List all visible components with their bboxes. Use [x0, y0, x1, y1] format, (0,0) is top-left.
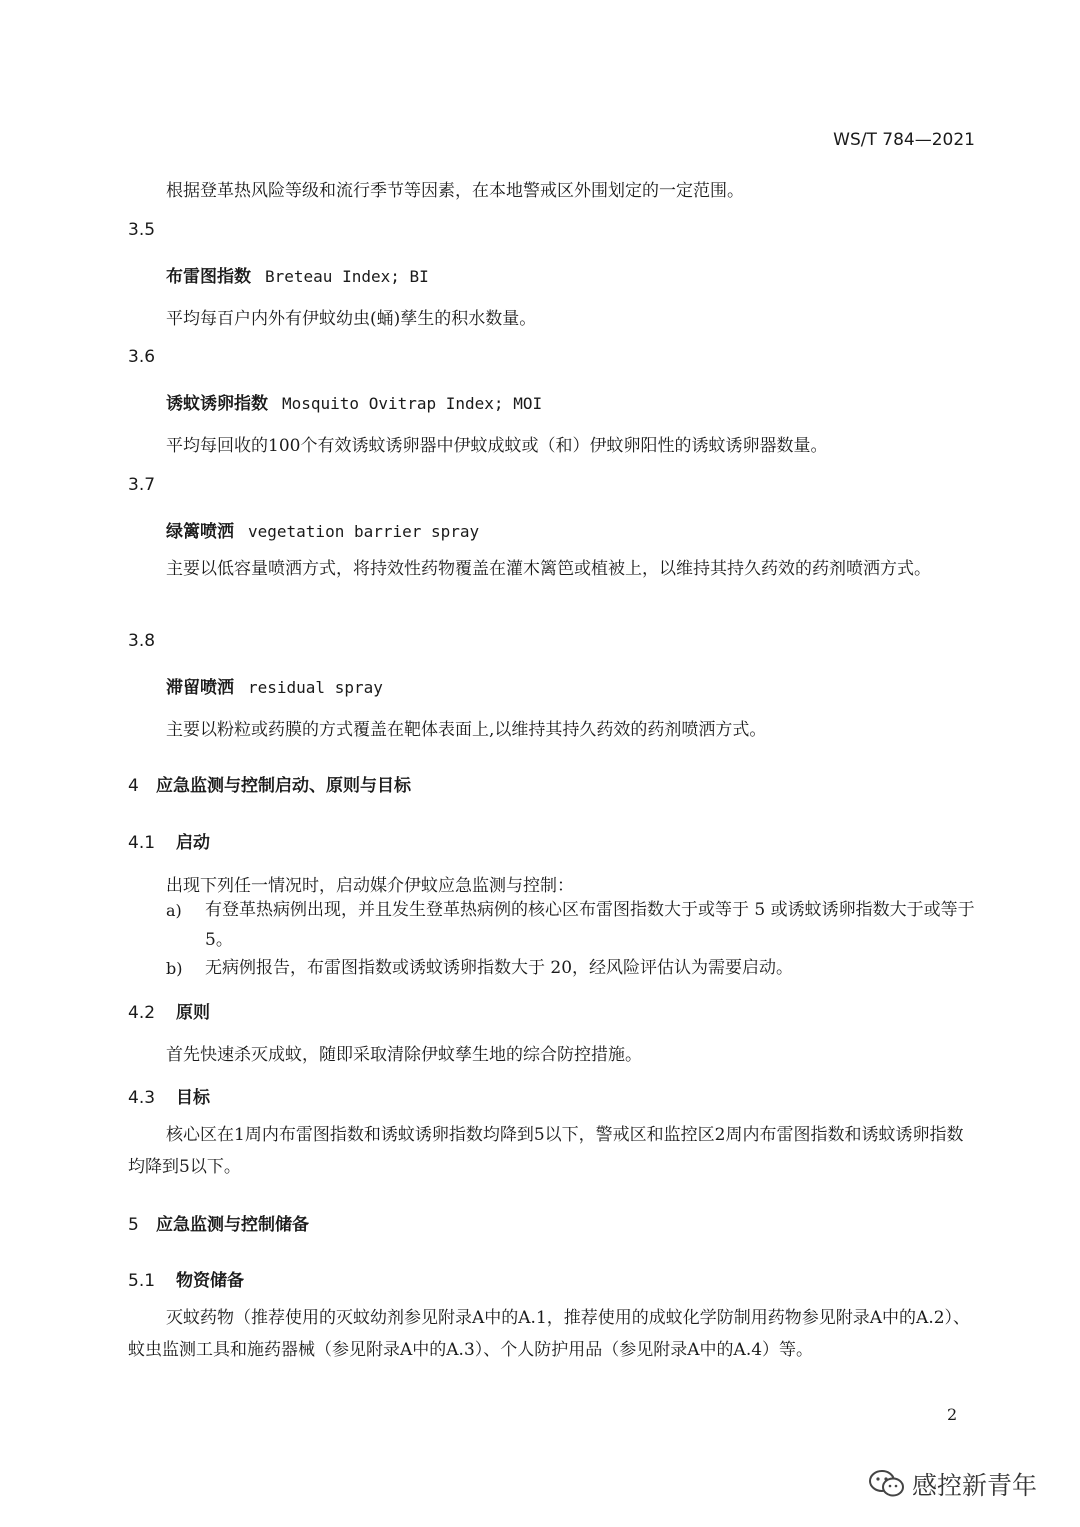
term-number: 3.5	[128, 220, 156, 240]
intro-paragraph: 根据登革热风险等级和流行季节等因素，在本地警戒区外围划定的一定范围。	[166, 181, 744, 201]
term-heading	[166, 517, 479, 542]
term-zh: 布雷图指数	[166, 267, 251, 287]
term-zh: 诱蚊诱卵指数	[166, 394, 268, 414]
subsection-title: 启动	[176, 833, 210, 853]
list-marker: b)	[166, 959, 183, 978]
term-zh: 滞留喷洒	[166, 678, 234, 698]
list-marker: a)	[166, 901, 182, 920]
section-title: 应急监测与控制储备	[156, 1215, 309, 1235]
subsection-heading	[128, 1266, 244, 1291]
paragraph: 灭蚊药物（推荐使用的灭蚊幼剂参见附录A中的A.1，推荐使用的成蚊化学防制用药物参见附录A中的A.2）、蚊虫监测工具和施药器械（参见附录A中的A.3）、个人防护用品（参见附录A中的A.4）等。	[128, 1308, 971, 1360]
section-heading	[128, 1210, 309, 1235]
term-heading	[166, 673, 383, 698]
standard-code: WS/T 784—2021	[833, 130, 975, 150]
section-number: 4	[128, 776, 139, 796]
watermark	[868, 1466, 1037, 1502]
term-definition: 主要以低容量喷洒方式，将持效性药物覆盖在灌木篱笆或植被上，以维持其持久药效的药剂喷洒方式。	[166, 559, 931, 579]
wechat-icon	[868, 1469, 906, 1499]
section-title: 应急监测与控制启动、原则与目标	[156, 776, 411, 796]
subsection-title: 原则	[176, 1003, 210, 1023]
term-definition: 主要以粉粒或药膜的方式覆盖在靶体表面上,以维持其持久药效的药剂喷洒方式。	[166, 720, 767, 740]
term-number: 3.8	[128, 631, 156, 651]
term-heading	[166, 262, 429, 287]
section-heading	[128, 771, 411, 796]
paragraph: 首先快速杀灭成蚊，随即采取清除伊蚊孳生地的综合防控措施。	[166, 1045, 642, 1065]
paragraph: 核心区在1周内布雷图指数和诱蚊诱卵指数均降到5以下，警戒区和监控区2周内布雷图指数和诱蚊诱卵指数均降到5以下。	[128, 1125, 964, 1177]
subsection-title: 目标	[176, 1088, 210, 1108]
list-item: 无病例报告，布雷图指数或诱蚊诱卵指数大于 20，经风险评估认为需要启动。	[205, 958, 794, 978]
section-number: 5	[128, 1215, 139, 1235]
term-heading	[166, 389, 542, 414]
term-number: 3.7	[128, 475, 156, 495]
subsection-title: 物资储备	[176, 1271, 244, 1291]
subsection-number: 4.3	[128, 1088, 156, 1108]
term-number: 3.6	[128, 347, 156, 367]
paragraph: 出现下列任一情况时，启动媒介伊蚊应急监测与控制：	[166, 876, 574, 896]
watermark-text: 感控新青年	[912, 1471, 1038, 1500]
term-en: vegetation barrier spray	[248, 522, 480, 541]
subsection-heading	[128, 998, 210, 1023]
subsection-number: 4.2	[128, 1003, 156, 1023]
subsection-heading	[128, 828, 210, 853]
subsection-heading	[128, 1083, 210, 1108]
term-zh: 绿篱喷洒	[166, 522, 234, 542]
term-definition: 平均每回收的100个有效诱蚊诱卵器中伊蚊成蚊或（和）伊蚊卵阳性的诱蚊诱卵器数量。	[166, 436, 828, 456]
term-en: Breteau Index; BI	[265, 267, 429, 286]
page-number: 2	[947, 1405, 958, 1424]
list-item: 有登革热病例出现，并且发生登革热病例的核心区布雷图指数大于或等于 5 或诱蚊诱卵指数大于或等于 5。	[205, 900, 975, 950]
subsection-number: 5.1	[128, 1271, 156, 1291]
term-en: residual spray	[248, 678, 383, 697]
subsection-number: 4.1	[128, 833, 156, 853]
term-en: Mosquito Ovitrap Index; MOI	[282, 394, 543, 413]
term-definition: 平均每百户内外有伊蚊幼虫(蛹)孳生的积水数量。	[166, 309, 537, 329]
